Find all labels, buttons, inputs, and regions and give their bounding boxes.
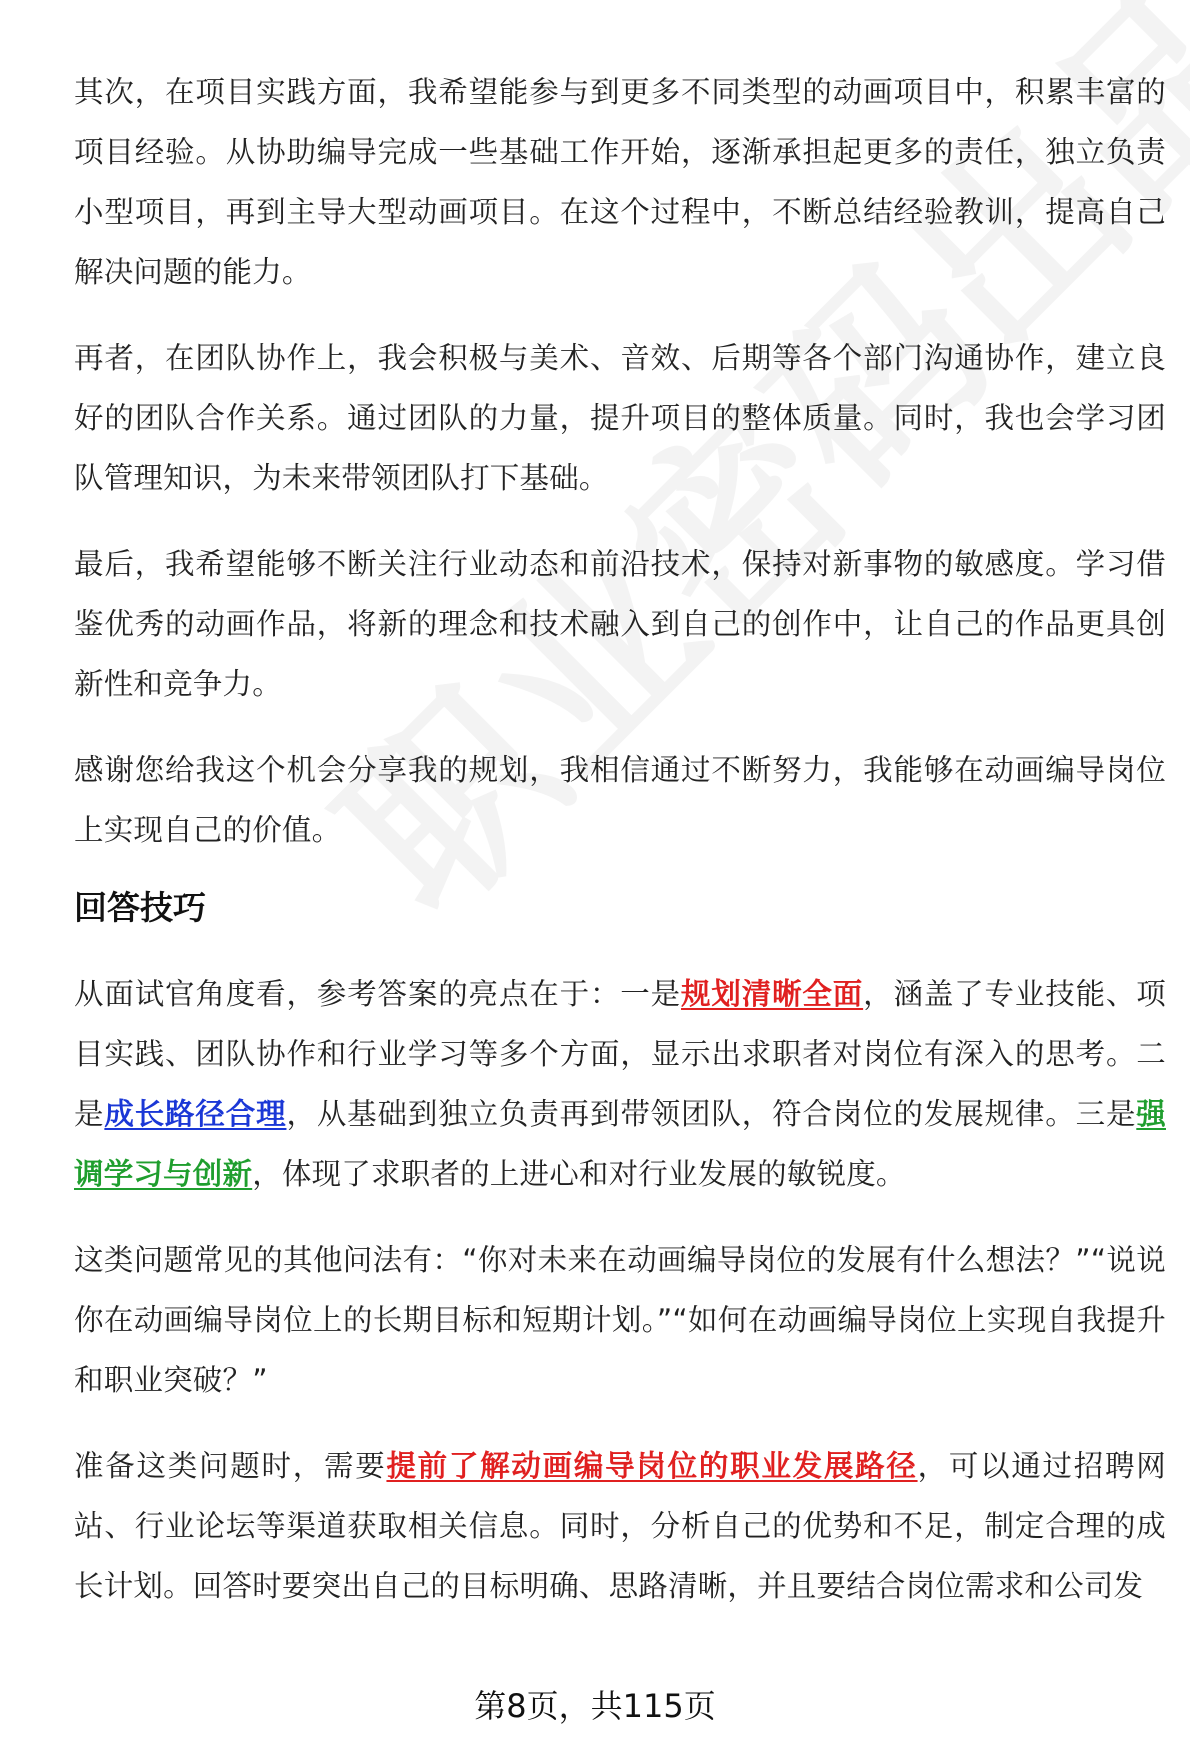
document-content <box>74 62 1166 1642</box>
paragraph-industry-learning: 最后，我希望能够不断关注行业动态和前沿技术，保持对新事物的敏感度。学习借鉴优秀的动画作品，将新的理念和技术融入到自己的创作中，让自己的作品更具创新性和竞争力。 <box>74 547 1166 701</box>
prep-text-1: 准备这类问题时，需要 <box>74 1449 387 1483</box>
paragraph-other-questions: 这类问题常见的其他问法有：“你对未来在动画编导岗位的发展有什么想法？”“说说你在动画编导岗位上的长期目标和短期计划。”“如何在动画编导岗位上实现自我提升和职业突破？” <box>74 1243 1166 1397</box>
highlight-career-path: 提前了解动画编导岗位的职业发展路径 <box>386 1449 918 1483</box>
paragraph-thanks: 感谢您给我这个机会分享我的规划，我相信通过不断努力，我能够在动画编导岗位上实现自己的价值。 <box>74 753 1166 847</box>
tips-text-1: 从面试官角度看，参考答案的亮点在于：一是 <box>74 977 682 1011</box>
tips-text-4: ，体现了求职者的上进心和对行业发展的敏锐度。 <box>252 1157 906 1191</box>
highlight-growth-path: 成长路径合理 <box>104 1097 287 1131</box>
tips-text-2: ，涵盖了专业技能、项目实践、团队协作和行业学习等多个方面，显示出求职者对岗位有深入的思考。二是 <box>74 977 1166 1131</box>
paragraph-team-collaboration: 再者，在团队协作上，我会积极与美术、音效、后期等各个部门沟通协作，建立良好的团队合作关系。通过团队的力量，提升项目的整体质量。同时，我也会学习团队管理知识，为未来带领团队打下基础。 <box>74 341 1166 495</box>
paragraph-preparation <box>74 1436 1166 1616</box>
highlight-plan-clear: 规划清晰全面 <box>681 977 864 1011</box>
paragraph-project-practice: 其次，在项目实践方面，我希望能参与到更多不同类型的动画项目中，积累丰富的项目经验。从协助编导完成一些基础工作开始，逐渐承担起更多的责任，独立负责小型项目，再到主导大型动画项目。在这个过程中，不断总结经验教训，提高自己解决问题的能力。 <box>74 75 1166 289</box>
tips-text-3: ，从基础到独立负责再到带领团队，符合岗位的发展规律。三是 <box>286 1097 1137 1131</box>
paragraph-tips <box>74 964 1166 1204</box>
section-heading: 回答技巧 <box>74 888 206 927</box>
highlight-learning-innovation: 强调学习与创新 <box>74 1097 1166 1191</box>
prep-text-2: ，可以通过招聘网站、行业论坛等渠道获取相关信息。同时，分析自己的优势和不足，制定合理的成长计划。回答时要突出自己的目标明确、思路清晰，并且要结合岗位需求和公司发 <box>74 1449 1166 1603</box>
page-footer: 第8页，共115页 <box>474 1687 716 1725</box>
